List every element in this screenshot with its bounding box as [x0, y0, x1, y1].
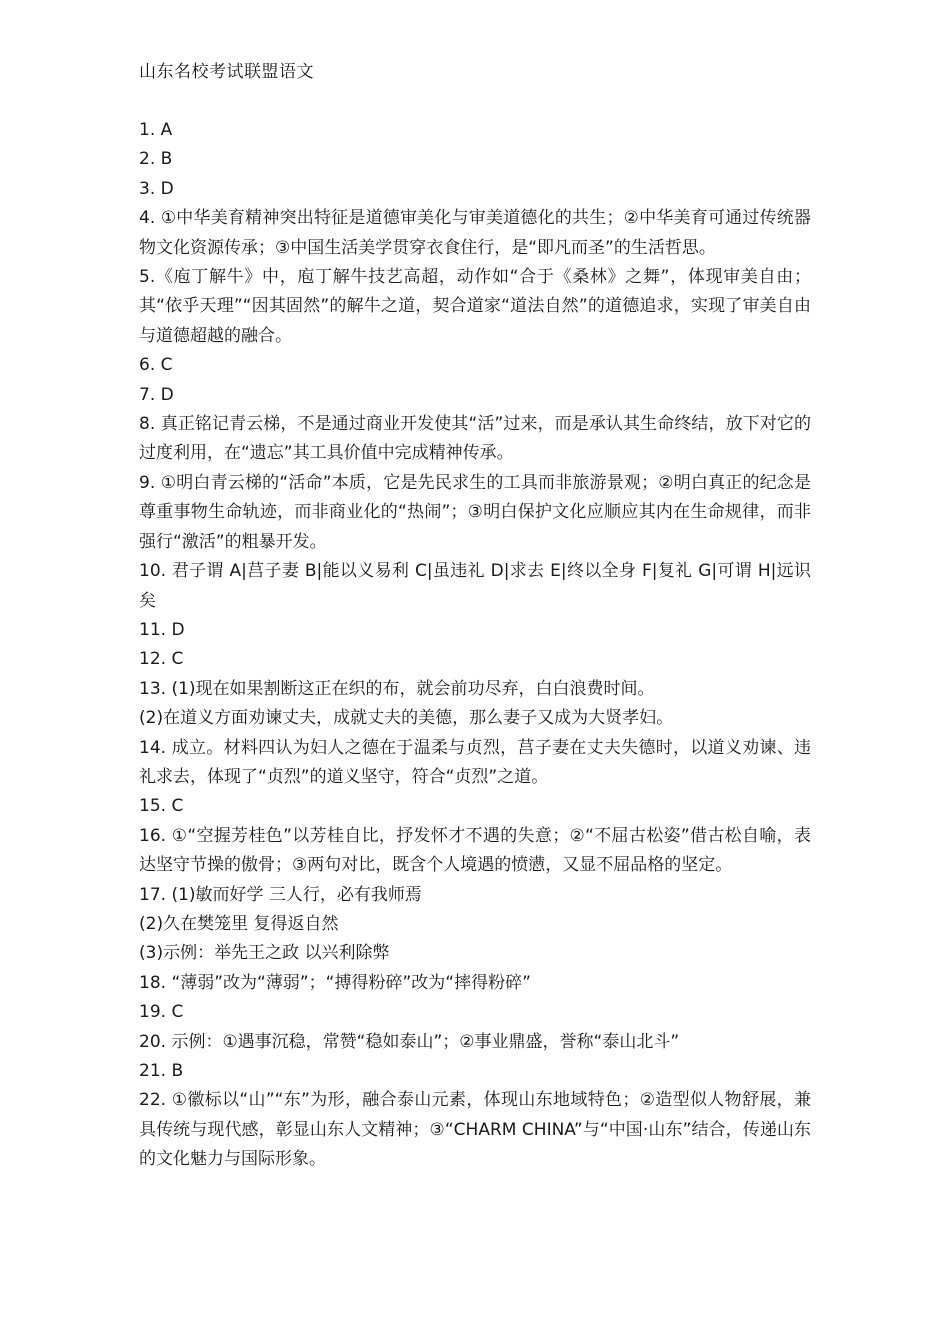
answer-item: 7. D: [139, 384, 174, 405]
answer-item: 13. (1)现在如果割断这正在织的布，就会前功尽弃，白白浪费时间。: [139, 678, 655, 699]
answer-item: 3. D: [139, 178, 174, 199]
answer-item: 16. ①“空握芳桂色”以芳桂自比，抒发怀才不遇的失意；②“不屈古松姿”借古松自喻，表达坚守节操的傲骨；③两句对比，既含个人境遇的愤懑，又显不屈品格的坚定。: [139, 825, 811, 876]
answer-item: 14. 成立。材料四认为妇人之德在于温柔与贞烈，莒子妻在丈夫失德时，以道义劝谏、违礼求去，体现了“贞烈”的道义坚守，符合“贞烈”之道。: [139, 737, 811, 787]
document-title: 山东名校考试联盟语文: [139, 62, 314, 82]
answer-item: 8. 真正铭记青云梯，不是通过商业开发使其“活”过来，而是承认其生命终结，放下对它的过度利用，在“遗忘”其工具价值中完成精神传承。: [139, 414, 811, 464]
answer-item: 15. C: [139, 796, 184, 817]
answer-item: (2)在道义方面劝谏丈夫，成就丈夫的美德，那么妻子又成为大贤孝妇。: [139, 708, 674, 729]
answer-item: (3)示例：举先王之政 以兴利除弊: [139, 943, 390, 964]
answer-item: (2)久在樊笼里 复得返自然: [139, 913, 339, 934]
answer-item: 4. ①中华美育精神突出特征是道德审美化与审美道德化的共生；②中华美育可通过传统器物文化资源传承；③中国生活美学贯穿衣食住行，是“即凡而圣”的生活哲思。: [139, 208, 811, 258]
answer-item: 22. ①徽标以“山”“东”为形，融合泰山元素，体现山东地域特色；②造型似人物舒展，兼具传统与现代感，彰显山东人文精神；③“CHARM CHINA”与“中国·山东”结合，传递山东的文化魅力与国际形象。: [139, 1090, 811, 1170]
answer-item: 6. C: [139, 355, 173, 376]
answer-item: 11. D: [139, 619, 185, 640]
answer-item: 2. B: [139, 149, 173, 170]
answer-item: 5.《庖丁解牛》中，庖丁解牛技艺高超，动作如“合于《桑林》之舞”，体现审美自由；其“依乎天理”“因其固然”的解牛之道，契合道家“道法自然”的道德追求，实现了审美自由与道德超越的融合。: [139, 267, 811, 346]
answer-item: 1. A: [139, 120, 173, 140]
answer-item: 12. C: [139, 649, 184, 670]
answer-item: 21. B: [139, 1061, 184, 1081]
answer-list: [139, 116, 811, 1175]
answer-item: 17. (1)敏而好学 三人行，必有我师焉: [139, 884, 422, 905]
answer-item: 9. ①明白青云梯的“活命”本质，它是先民求生的工具而非旅游景观；②明白真正的纪念是尊重事物生命轨迹，而非商业化的“热闹”；③明白保护文化应顺应其内在生命规律，而非强行“激活”的粗暴开发。: [139, 472, 811, 552]
answer-item: 18. “薄弱”改为“薄弱”；“搏得粉碎”改为“摔得粉碎”: [139, 972, 531, 993]
answer-item: 10. 君子谓 A|莒子妻 B|能以义易利 C|虽违礼 D|求去 E|终以全身 F|复礼 G|可谓 H|远识矣: [139, 561, 811, 611]
answer-item: 20. 示例：①遇事沉稳，常赞“稳如泰山”；②事业鼎盛，誉称“泰山北斗”: [139, 1031, 680, 1052]
answer-item: 19. C: [139, 1002, 184, 1023]
document-page: [139, 58, 811, 1175]
